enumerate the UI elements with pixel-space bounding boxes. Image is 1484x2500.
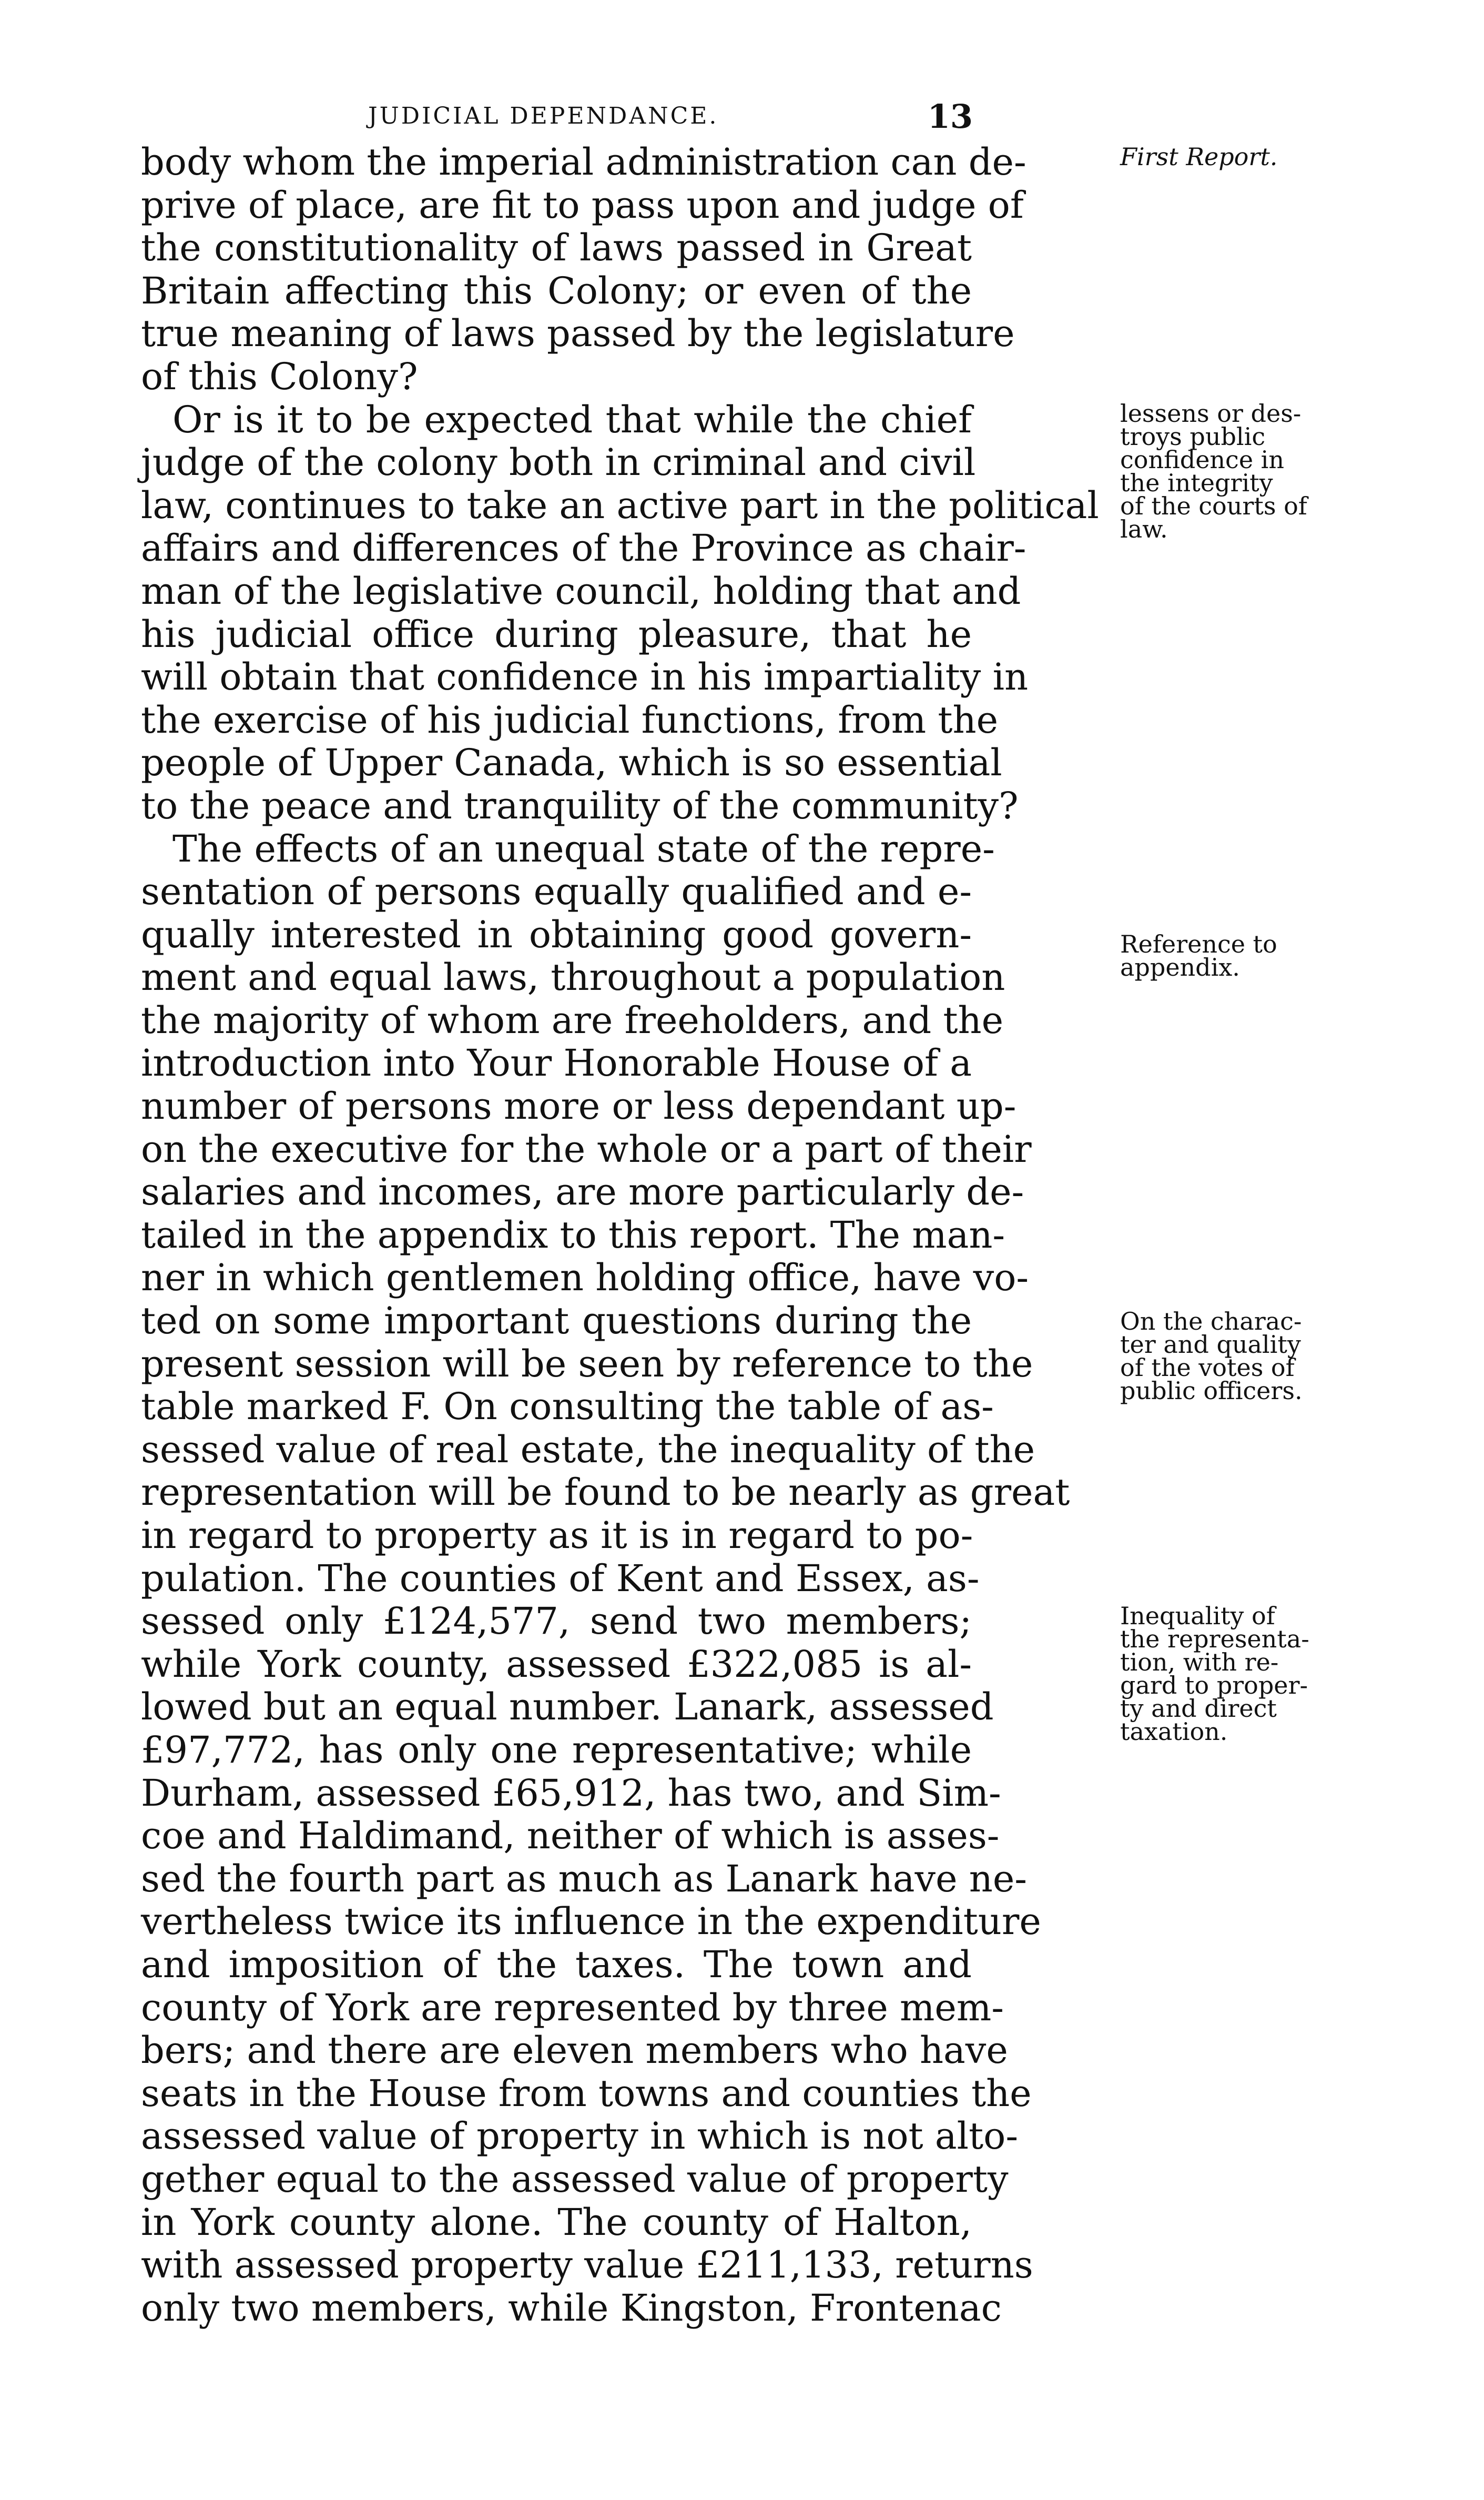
text-line: prive of place, are fit to pass upon and judge of — [141, 183, 1024, 227]
note-line: public officers. — [1120, 1376, 1303, 1405]
text-line: ner in which gentlemen holding office, have vo- — [141, 1256, 1029, 1300]
note-line: of the courts of — [1120, 492, 1307, 520]
note-line: of the votes of — [1120, 1353, 1295, 1382]
note-line: the representa- — [1120, 1625, 1309, 1653]
margin-note-reference-appendix — [1120, 930, 1341, 981]
text-line: true meaning of laws passed by the legislature — [141, 312, 1015, 356]
note-line: appendix. — [1120, 953, 1240, 981]
text-line: The effects of an unequal state of the repre- — [172, 827, 995, 871]
margin-note-inequality — [1120, 1602, 1341, 1746]
note-line: troys public — [1120, 422, 1266, 451]
text-line: representation will be found to be nearly as great — [141, 1471, 1070, 1514]
text-line: present session will be seen by reference to the — [141, 1342, 1033, 1385]
note-line: taxation. — [1120, 1717, 1228, 1746]
text-line: affairs and differences of the Province as chair- — [141, 527, 1026, 570]
text-line: sessed value of real estate, the inequality of the — [141, 1428, 1035, 1471]
text-line: £97,772, has only one representative; while — [141, 1728, 972, 1772]
text-line: will obtain that confidence in his impartiality in — [141, 655, 1029, 699]
page-number: 13 — [927, 97, 973, 136]
text-line: the majority of whom are freeholders, and the — [141, 998, 1004, 1042]
text-line: tailed in the appendix to this report. The man- — [141, 1213, 1005, 1257]
text-line: lowed but an equal number. Lanark, assessed — [141, 1685, 994, 1729]
text-line: judge of the colony both in criminal and civil — [141, 441, 976, 484]
margin-note-votes-character — [1120, 1307, 1341, 1405]
text-line: in York county alone. The county of Halton, — [141, 2200, 972, 2244]
margin-note-first-report — [1120, 143, 1341, 171]
text-line: people of Upper Canada, which is so essential — [141, 741, 1002, 785]
note-line: the integrity — [1120, 469, 1273, 497]
note-line: ter and quality — [1120, 1330, 1301, 1359]
running-head: JUDICIAL DEPENDANCE. — [368, 103, 719, 129]
text-line: while York county, assessed £322,085 is al- — [141, 1642, 972, 1686]
text-line: his judicial office during pleasure, that he — [141, 612, 972, 656]
text-line: on the executive for the whole or a part of their — [141, 1127, 1032, 1171]
note-line: gard to proper- — [1120, 1671, 1308, 1699]
text-line: sessed only £124,577, send two members; — [141, 1600, 972, 1643]
note-line: tion, with re- — [1120, 1648, 1279, 1676]
text-line: ment and equal laws, throughout a population — [141, 956, 1005, 999]
text-line: gether equal to the assessed value of property — [141, 2157, 1009, 2201]
text-line: county of York are represented by three mem- — [141, 1986, 1004, 2029]
text-line: table marked F. On consulting the table of as- — [141, 1385, 994, 1429]
text-line: the constitutionality of laws passed in Great — [141, 226, 972, 270]
text-line: Or is it to be expected that while the chief — [172, 398, 972, 441]
note-line: Reference to — [1120, 930, 1277, 958]
text-line: vertheless twice its influence in the expenditure — [141, 1900, 1041, 1944]
page-header — [368, 97, 973, 139]
text-line: bers; and there are eleven members who have — [141, 2029, 1008, 2072]
text-line: only two members, while Kingston, Frontenac — [141, 2286, 1002, 2330]
text-line: body whom the imperial administration can de- — [141, 140, 1026, 184]
text-line: seats in the House from towns and counties the — [141, 2071, 1032, 2115]
text-line: Britain affecting this Colony; or even of the — [141, 269, 972, 312]
body-text — [141, 140, 1309, 2330]
note-line: Inequality of — [1120, 1602, 1275, 1630]
note-line: confidence in — [1120, 446, 1285, 474]
note-line: First Report. — [1120, 143, 1278, 171]
text-line: to the peace and tranquility of the community? — [141, 784, 1019, 827]
text-line: law, continues to take an active part in the political — [141, 483, 1099, 527]
text-line: in regard to property as it is in regard to po- — [141, 1514, 973, 1557]
text-line: man of the legislative council, holding that and — [141, 569, 1021, 613]
margin-note-lessens-confidence — [1120, 399, 1341, 543]
text-line: number of persons more or less dependant up- — [141, 1085, 1017, 1128]
text-line: coe and Haldimand, neither of which is asses- — [141, 1814, 1000, 1858]
text-line: introduction into Your Honorable House of a — [141, 1041, 972, 1085]
text-line: of this Colony? — [141, 355, 418, 398]
note-line: On the charac- — [1120, 1307, 1302, 1335]
text-line: Durham, assessed £65,912, has two, and Sim- — [141, 1771, 1001, 1815]
text-line: ted on some important questions during the — [141, 1299, 972, 1343]
text-line: and imposition of the taxes. The town and — [141, 1942, 972, 1986]
text-line: assessed value of property in which is not alto- — [141, 2114, 1018, 2158]
text-line: sentation of persons equally qualified and e- — [141, 870, 972, 914]
text-line: with assessed property value £211,133, returns — [141, 2243, 1033, 2287]
text-line: pulation. The counties of Kent and Essex, as- — [141, 1556, 980, 1600]
note-line: law. — [1120, 515, 1168, 543]
note-line: lessens or des- — [1120, 399, 1302, 428]
text-line: salaries and incomes, are more particularly de- — [141, 1170, 1024, 1214]
text-line: qually interested in obtaining good govern- — [141, 913, 972, 956]
text-line: the exercise of his judicial functions, from the — [141, 698, 998, 742]
note-line: ty and direct — [1120, 1694, 1277, 1723]
text-line: sed the fourth part as much as Lanark have ne- — [141, 1857, 1027, 1900]
